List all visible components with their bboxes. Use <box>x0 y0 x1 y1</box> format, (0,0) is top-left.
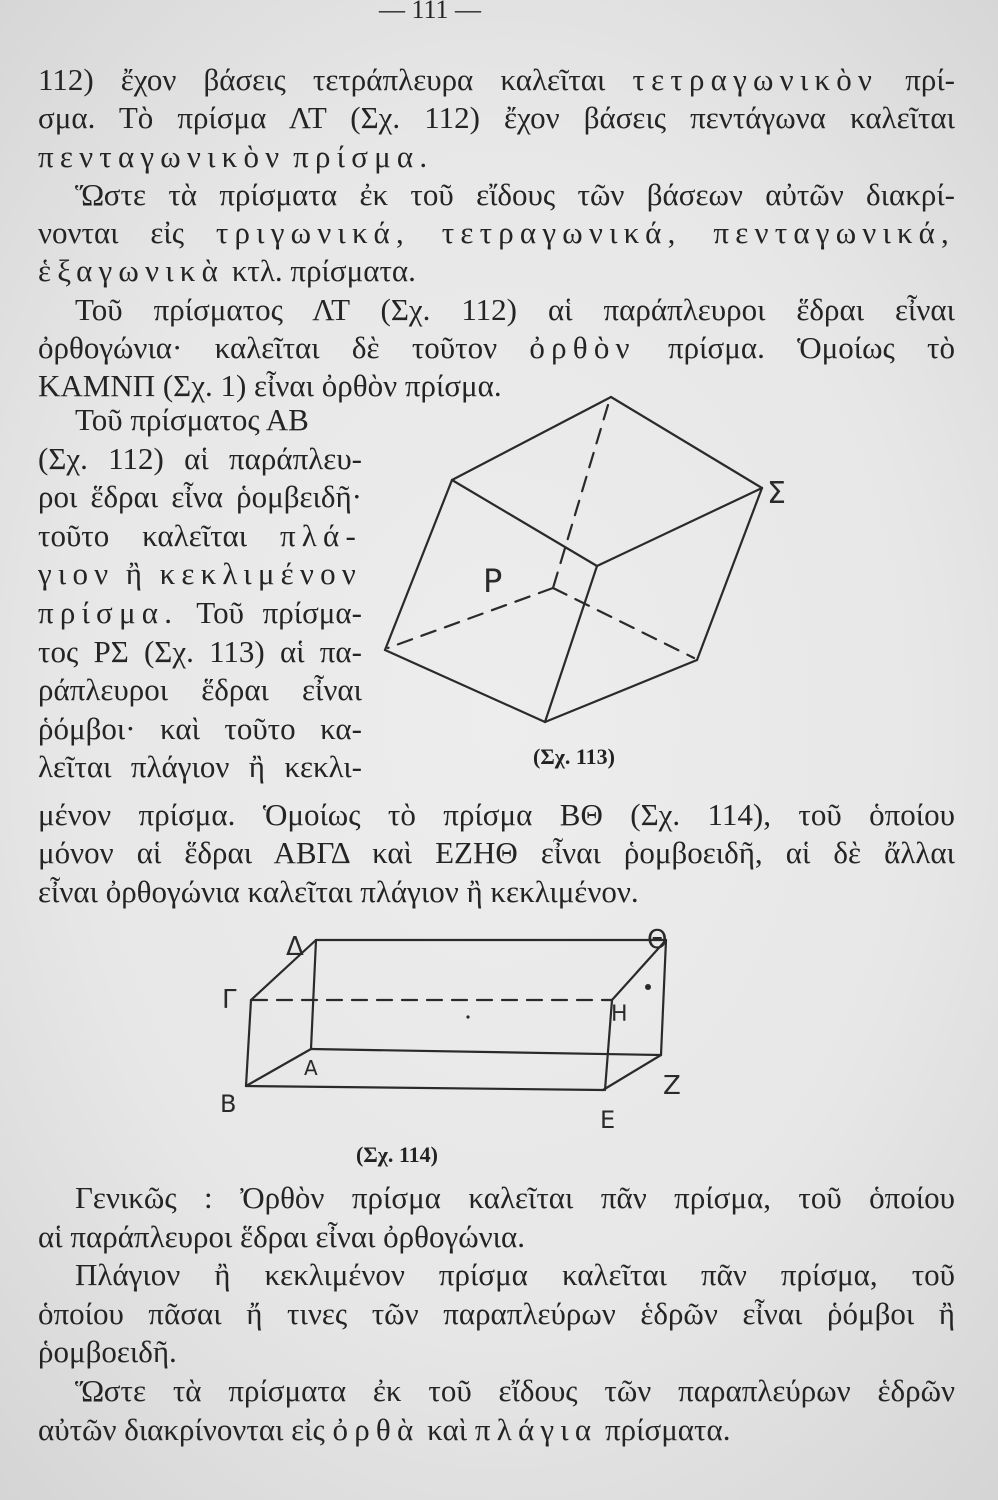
text-line <box>38 401 362 440</box>
text-run: ὀρθογώνια· καλεῖται δὲ τοῦτον <box>38 330 530 366</box>
text-line <box>38 796 955 834</box>
text-run <box>148 556 159 591</box>
text-run <box>410 215 442 250</box>
text-run: Τοῦ πρίσματος ΑΒ <box>75 402 309 437</box>
continued-text <box>38 796 955 911</box>
spaced-emphasis-text: τριγωνικά, <box>215 215 410 251</box>
ink-dot <box>466 1015 469 1018</box>
spaced-emphasis-text: γιον <box>38 556 115 592</box>
vertex-label-gamma: Γ <box>222 985 237 1015</box>
edge <box>385 480 452 650</box>
text-run: Πλάγιον ἢ κεκλιμένον πρίσμα καλεῖται πᾶν πρίσμα, τοῦ <box>75 1257 955 1293</box>
text-line <box>38 1295 955 1334</box>
text-run: ΚΑΜΝΠ (Σχ. 1) εἶναι ὀρθὸν πρίσμα. <box>38 368 502 404</box>
vertex-label-beta: Β <box>220 1090 237 1118</box>
edge-zeta-theta <box>661 940 666 1055</box>
spaced-emphasis-text: τετραγωνικὸν <box>632 62 879 97</box>
edge <box>452 397 611 480</box>
figure-113-caption: (Σχ. 113) <box>533 744 615 769</box>
text-line <box>38 291 955 329</box>
figure-114-oblique-prism <box>215 915 705 1135</box>
text-run: λεῖται πλάγιον ἢ κεκλι- <box>38 749 362 785</box>
text-run <box>682 215 714 250</box>
text-run: μόνον αἱ ἕδραι ΑΒΓΔ καὶ ΕΖΗΘ εἶναι ῥομβοειδῆ, αἱ δὲ ἄλλαι <box>38 835 955 871</box>
text-run: αἱ παράπλευροι ἕδραι εἶναι ὀρθογώνια. <box>38 1218 525 1254</box>
text-run <box>114 556 125 591</box>
text-line <box>38 329 955 367</box>
hidden-edge <box>553 405 608 588</box>
spaced-emphasis-text: ὀρθὸν <box>529 330 636 366</box>
edge <box>611 397 762 488</box>
text-run: πρίσματα. <box>597 1411 731 1447</box>
text-line <box>38 214 955 252</box>
text-run: τος ΡΣ (Σχ. 113) αἱ πα- <box>38 633 362 669</box>
figure-114-caption: (Σχ. 114) <box>356 1142 438 1167</box>
spaced-emphasis-text: τετραγωνικά, <box>441 215 682 251</box>
text-line <box>38 517 362 556</box>
general-definitions-text <box>38 1179 955 1449</box>
intro-text <box>38 61 955 406</box>
text-line <box>38 555 362 594</box>
edge <box>385 650 545 722</box>
edge-epsilon-zeta <box>603 1055 661 1090</box>
text-run: πρίσμα. Ὁμοίως τὸ <box>635 330 955 366</box>
text-run: ὁποίου πᾶσαι ἤ τινες τῶν παραπλεύρων ἑδρῶν εἶναι ῥόμβοι ἢ <box>38 1295 955 1331</box>
text-run: μένον πρίσμα. Ὁμοίως τὸ πρίσμα ΒΘ (Σχ. 114), τοῦ ὁποίου <box>38 797 955 832</box>
text-line <box>38 1411 955 1450</box>
text-run: τοῦτο καλεῖται <box>38 517 280 553</box>
spaced-emphasis-text: πενταγωνικὸν <box>38 138 286 174</box>
vertex-label-alpha: Α <box>304 1056 318 1080</box>
text-line <box>38 1256 955 1295</box>
text-run: (Σχ. 112) αἱ παράπλευ- <box>38 440 362 476</box>
text-run: 112) ἔχον βάσεις τετράπλευρα καλεῖται <box>38 62 633 97</box>
edge <box>545 660 697 722</box>
column-text-beside-figure <box>38 401 362 787</box>
text-line <box>38 176 955 214</box>
vertex-label-eta: Η <box>611 1002 628 1027</box>
ink-dot <box>645 984 651 990</box>
text-run: ῥόμβοι· καὶ τοῦτο κα- <box>38 710 362 746</box>
vertex-label-sigma: Σ <box>767 476 786 511</box>
text-run: Ὥστε τὰ πρίσματα ἐκ τοῦ εἴδους τῶν βάσεων αὐτῶν διακρί- <box>75 176 955 212</box>
text-run: νονται εἰς <box>38 215 216 251</box>
text-line <box>38 1372 955 1411</box>
text-run: Ὥστε τὰ πρίσματα ἐκ τοῦ εἴδους τῶν παραπλεύρων ἑδρῶν <box>75 1372 955 1408</box>
text-line <box>38 252 955 290</box>
text-line <box>38 99 955 137</box>
text-run: καὶ <box>419 1411 475 1447</box>
text-run: αὐτῶν διακρίνονται εἰς <box>38 1411 333 1447</box>
spaced-emphasis-text: πλά- <box>279 517 362 553</box>
text-line <box>38 633 362 672</box>
text-run: Τοῦ πρίσμα- <box>178 594 362 630</box>
text-line <box>38 748 362 787</box>
text-run: ράπλευροι ἕδραι εἶναι <box>38 672 362 708</box>
vertex-label-zeta: Ζ <box>663 1071 681 1101</box>
text-line <box>38 1179 955 1218</box>
text-run: Γενικῶς : Ὀρθὸν πρίσμα καλεῖται πᾶν πρίσμα, τοῦ ὁποίου <box>75 1180 955 1215</box>
vertex-label-theta: Θ <box>647 925 668 955</box>
edge-delta-alpha <box>311 940 316 1049</box>
edge-beta-alpha <box>246 1049 311 1086</box>
text-line <box>38 594 362 633</box>
spaced-emphasis-text: ἢ <box>125 556 149 592</box>
text-line <box>38 478 362 517</box>
edge-gamma-delta <box>251 940 316 1000</box>
spaced-emphasis-text: πρίσμα. <box>293 138 434 174</box>
spaced-emphasis-text: ὀρθὰ <box>332 1411 420 1447</box>
spaced-emphasis-text: πλάγια <box>474 1411 598 1447</box>
edge-gamma-beta <box>246 1000 251 1086</box>
text-run: ῥομβοειδῆ. <box>38 1334 177 1370</box>
vertex-label-rho: Ρ <box>483 562 503 600</box>
edge-beta-epsilon <box>246 1086 603 1090</box>
edge <box>452 480 597 566</box>
text-run <box>285 139 293 174</box>
text-line <box>38 138 955 176</box>
spaced-emphasis-text: πενταγωνικά, <box>713 215 955 251</box>
text-line <box>38 61 955 99</box>
text-line <box>38 1218 955 1257</box>
text-run: Τοῦ πρίσματος ΛΤ (Σχ. 112) αἱ παράπλευροι ἕδραι εἶναι <box>75 291 955 327</box>
figure-113-oblique-prism <box>375 385 795 730</box>
vertex-label-epsilon: Ε <box>600 1106 616 1134</box>
spaced-emphasis-text: πρίσμα. <box>38 594 179 630</box>
vertex-label-delta: Δ <box>286 932 304 962</box>
spaced-emphasis-text: κεκλιμένον <box>159 556 362 592</box>
text-run: κτλ. πρίσματα. <box>224 253 416 289</box>
text-line <box>38 440 362 479</box>
text-run: εἶναι ὀρθογώνια καλεῖται πλάγιον ἢ κεκλιμένον. <box>38 873 639 909</box>
text-line <box>38 710 362 749</box>
text-run: ροι ἕδραι εἶνα ῥομβειδῆ· <box>38 479 362 515</box>
hidden-edge <box>388 588 553 648</box>
text-line <box>38 873 955 911</box>
text-line <box>38 671 362 710</box>
spaced-emphasis-text: ἑξαγωνικὰ <box>38 253 225 289</box>
hidden-edge <box>553 588 694 658</box>
text-run: πρί- <box>878 62 955 97</box>
text-line <box>38 834 955 872</box>
page-number-header: — 111 — <box>378 0 482 24</box>
edge <box>545 566 597 722</box>
text-run: σμα. Τὸ πρίσμα ΛΤ (Σχ. 112) ἔχον βάσεις πεντάγωνα καλεῖται <box>38 100 955 136</box>
text-line <box>38 1333 955 1372</box>
